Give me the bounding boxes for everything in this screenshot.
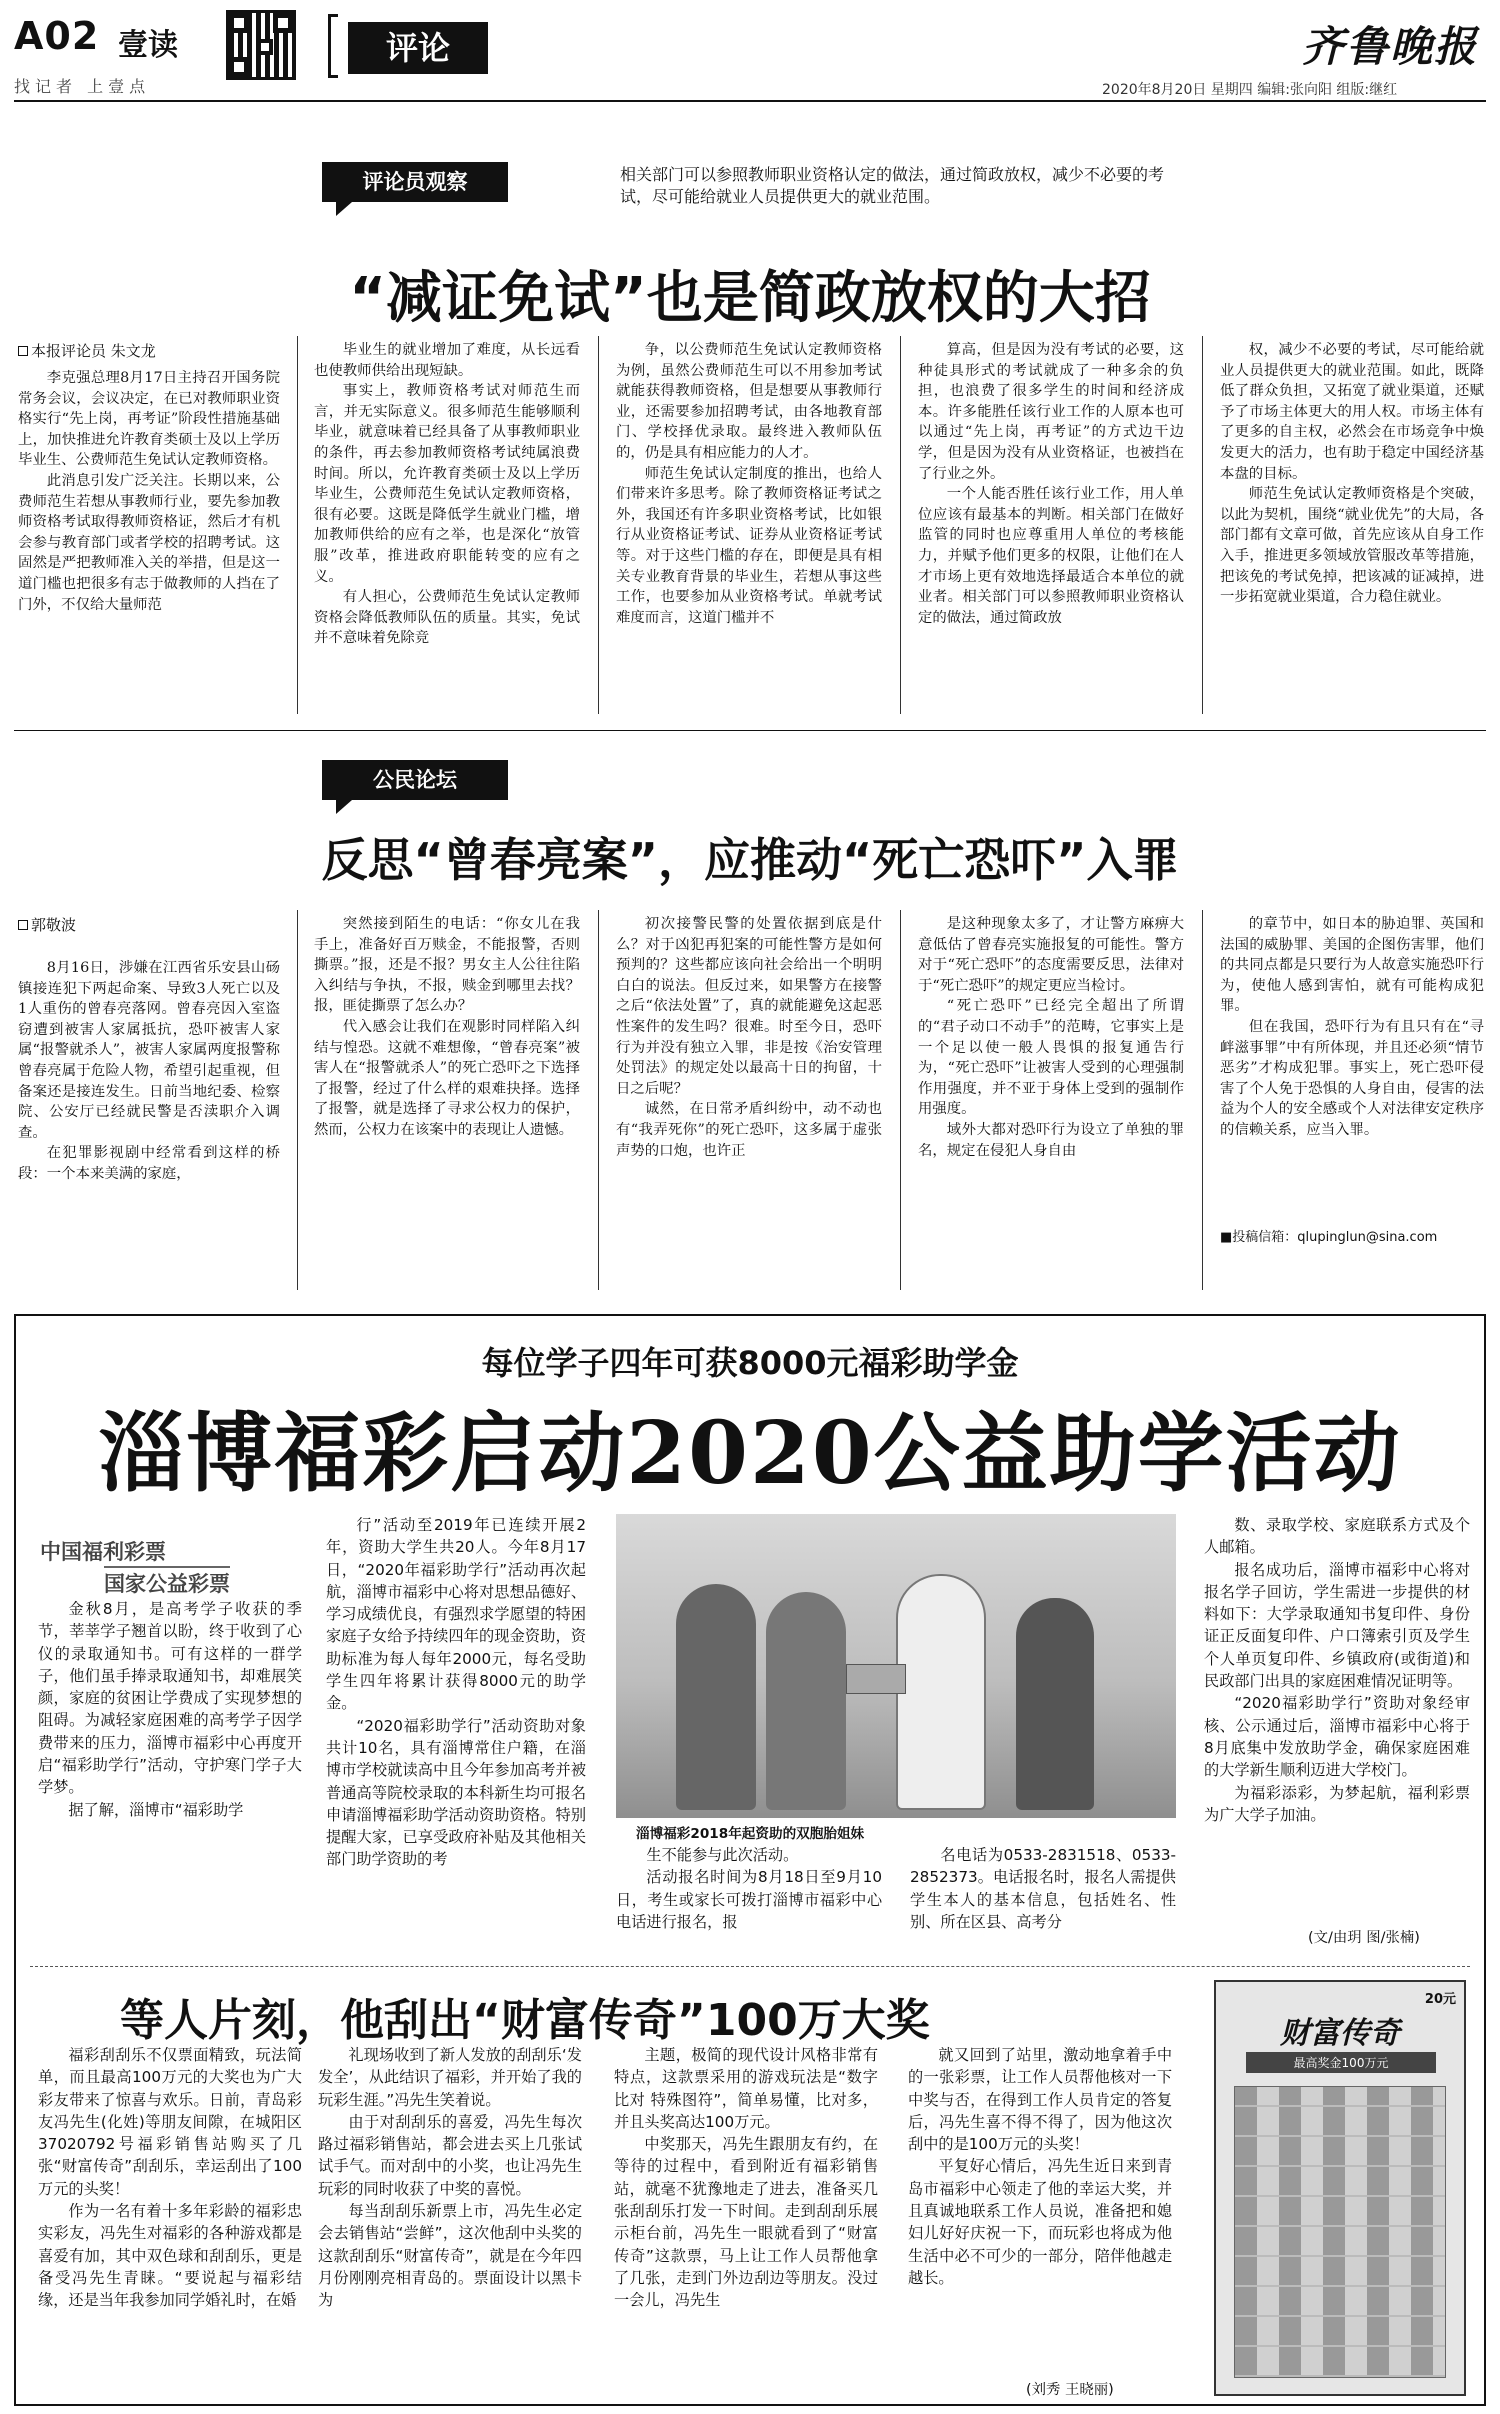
byline-marker [18, 346, 28, 356]
column-paragraph: 一个人能否胜任该行业工作，用人单位应该有最基本的判断。相关部门在做好监管的同时也应尊重用人单位的考核能力，并赋予他们更多的权限，让他们在人才市场上更有效地选择最适合本单位的就业者。相关部门可以参照教师职业资格认定的做法，通过简政放 [918, 486, 1184, 626]
column-paragraph: 活动报名时间为8月18日至9月10日，考生或家长可拨打淄博市福彩中心电话进行报名，报 [616, 1868, 882, 1931]
ad-column-1 [38, 1598, 302, 1952]
byline-text: 郭敬波 [31, 916, 77, 934]
column-paragraph: 有人担心，公费师范生免试认定教师资格会降低教师队伍的质量。其实，免试并不意味着免除竞 [314, 589, 580, 647]
section-name: 壹读 [118, 28, 178, 63]
ad-subtitle: 每位学子四年可获8000元福彩助学金 [481, 1344, 1019, 1382]
column-paragraph: 初次接警民警的处置依据到底是什么？对于凶犯再犯案的可能性警方是如何预判的？这些都应该向社会给出一个明明白白的说法。但反过来，如果警方在接警之后“依法处置”了，真的就能避免这起恶性案件的发生吗？很难。时至今日，恐吓行为并没有独立入罪，非是按《治安管理处罚法》的规定处以最高十日的拘留，十日之后呢？ [616, 916, 882, 1097]
byline-marker [18, 920, 28, 930]
ticket-title: 财富传奇 [1280, 2016, 1400, 2051]
article-column-5 [1220, 340, 1484, 714]
column-paragraph: 争，以公费师范生免试认定教师资格为例，虽然公费师范生可以不用参加考试就能获得教师资格，但是想要从事教师行业，还需要参加招聘考试，由各地教育部门、学校择优录取。最终进入教师队伍的，仍是具有相应能力的人才。 [616, 342, 882, 461]
column-paragraph: 由于对刮刮乐的喜爱，冯先生每次路过福彩销售站，都会进去买上几张试试手气。而对刮中的小奖，也让冯先生玩彩的同时收获了中奖的喜悦。 [318, 2112, 582, 2198]
slogan: 找记者 上壹点 [14, 77, 151, 96]
column-paragraph: 此消息引发广泛关注。长期以来，公费师范生若想从事教师行业，要先参加教师资格考试取得教师资格证，然后才有机会参与教育部门或者学校的招聘考试。这固然是严把教师准入关的举措，但是这一道门槛也把很多有志于做教师的人挡在了门外，不仅给大量师范 [18, 472, 280, 613]
column-paragraph: 师范生免试认定制度的推出，也给人们带来许多思考。除了教师资格证考试之外，我国还有许多职业资格考试，比如银行从业资格证考试、证券从业资格证考试等。对于这些门槛的存在，即便是具有相关专业教育背景的毕业生，若想从事这些工作，也要参加从业资格考试。单就考试难度而言，这道门槛并不 [616, 465, 882, 626]
ad-headline: 等人片刻，他刮出“财富传奇”100万大奖 [120, 1995, 930, 2046]
ad-divider [30, 1966, 1470, 1967]
ad-column-2 [326, 1514, 586, 1954]
article-column-2 [314, 340, 580, 714]
section-tab[interactable]: 评论 [348, 22, 488, 74]
article-column-2 [314, 914, 580, 1288]
column-paragraph: “2020福彩助学行”活动资助对象共计10名，具有淄博常住户籍，在淄博市学校就读高中且今年参加高考并被普通高等院校录取的本科新生均可报名申请淄博福彩助学活动资助资格。特别提醒大家，已享受政府补贴及其他相关部门助学资助的考 [326, 1716, 586, 1869]
photo-person [766, 1592, 846, 1810]
column-paragraph: 李克强总理8月17日主持召开国务院常务会议，会议决定，在已对教师职业资格实行“先上岗，再考证”阶段性措施基础上，加快推进允许教育类硕士及以上学历毕业生、公费师范生免试认定教师资格。 [18, 370, 280, 469]
article-column-5 [1220, 914, 1484, 1214]
column-paragraph: “死亡恐吓”已经完全超出了所谓的“君子动口不动手”的范畴，它事实上是一个足以使一般人畏惧的报复通告行为，“死亡恐吓”让被害人受到的心理强制作用强度，并不亚于身体上受到的强制作用强度。 [918, 998, 1184, 1118]
column-paragraph: 福彩刮刮乐不仅票面精致，玩法简单，而且最高100万元的大奖也为广大彩友带来了惊喜与欢乐。日前，青岛彩友冯先生(化姓)等朋友间隙，在城阳区37020792号福彩销售站购买了几张“财富传奇”刮刮乐，幸运刮出了100万元的头奖！ [38, 2046, 302, 2198]
section-rule [14, 730, 1486, 731]
column-paragraph: 名电话为0533-2831518、0533-2852373。电话报名时，报名人需提供学生本人的基本信息，包括姓名、性别、所在区县、高考分 [910, 1846, 1176, 1931]
ad-column-5 [1204, 1514, 1470, 1924]
ad-headline: 淄博福彩启动2020公益助学活动 [98, 1403, 1402, 1504]
column-paragraph: 师范生免试认定教师资格是个突破，以此为契机，围绕“就业优先”的大局，各部门都有文章可做，首先应该从自身工作入手，推进更多领域放管服改革等措施，把该免的考试免掉，把该减的证减掉，进一步拓宽就业渠道，合力稳住就业。 [1220, 486, 1484, 606]
ad-credit: (文/由玥 图/张楠) [1308, 1930, 1420, 1946]
photo-person [896, 1574, 986, 1810]
logo-line-2: 国家公益彩票 [104, 1566, 230, 1598]
submission-email[interactable]: ■投稿信箱：qlupinglun@sina.com [1220, 1230, 1438, 1245]
paper-logo: 齐鲁晚报 [1302, 22, 1479, 71]
ad-column-3 [616, 1844, 882, 1954]
column-paragraph: 中奖那天，冯先生跟朋友有约，在等待的过程中，看到附近有福彩销售站，就毫不犹豫地走了进去，准备买几张刮刮乐打发一下时间。走到刮刮乐展示柜台前，冯先生一眼就看到了“财富传奇”这款票，马上让工作人员帮他拿了几张，走到门外边刮边等朋友。没过一会儿，冯先生 [614, 2135, 878, 2310]
column-divider [297, 910, 298, 1290]
column-divider [1202, 910, 1203, 1290]
column-paragraph: 报名成功后，淄博市福彩中心将对报名学子回访，学生需进一步提供的材料如下：大学录取通知书复印件、身份证正反面复印件、户口簿索引页及学生个人单页复印件、乡镇政府(或街道)和民政部门出具的家庭困难情况证明等。 [1204, 1560, 1470, 1691]
column-paragraph: 毕业生的就业增加了难度，从长远看也使教师供给出现短缺。 [314, 342, 580, 379]
column-paragraph: 数、录取学校、家庭联系方式及个人邮箱。 [1204, 1516, 1470, 1557]
column-paragraph: 作为一名有着十多年彩龄的福彩忠实彩友，冯先生对福彩的各种游戏都是喜爱有加，其中双色球和刮刮乐，更是备受冯先生青睐。“要说起与福彩结缘，还是当年我参加同学婚礼时，在婚 [38, 2202, 302, 2310]
column-paragraph: 事实上，教师资格考试对师范生而言，并无实际意义。很多师范生能够顺利毕业，就意味着已经具备了从事教师职业的条件，再去参加教师资格考试纯属浪费时间。所以，允许教育类硕士及以上学历毕业生，公费师范生免试认定教师资格，很有必要。这既是降低学生就业门槛，增加教师供给的应有之举，也是深化“放管服”改革，推进政府职能转变的应有之义。 [314, 383, 580, 585]
column-divider [598, 910, 599, 1290]
photo-person [676, 1584, 756, 1810]
kicker-tag: 评论员观察 [322, 162, 508, 202]
byline-text: 本报评论员 朱文龙 [31, 342, 156, 360]
column-paragraph: 为福彩添彩，为梦起航，福利彩票为广大学子加油。 [1204, 1783, 1470, 1824]
column-paragraph: 域外大都对恐吓行为设立了单独的罪名，规定在侵犯人身自由 [918, 1121, 1184, 1159]
column-divider [900, 910, 901, 1290]
column-divider [1202, 336, 1203, 714]
column-paragraph: “2020福彩助学行”资助对象经审核、公示通过后，淄博市福彩中心将于8月底集中发放助学金，确保家庭困难的大学新生顺利迈进大学校门。 [1204, 1694, 1470, 1780]
column-paragraph: 金秋8月，是高考学子收获的季节，莘莘学子翘首以盼，终于收到了心仪的录取通知书。可有这样的一群学子，他们虽手捧录取通知书，却难展笑颜，家庭的贫困让学费成了实现梦想的阻碍。为减轻家庭困难的高考学子因学费带来的压力，淄博市福彩中心再度开启“福彩助学行”活动，守护寒门学子大学梦。 [38, 1600, 302, 1797]
column-paragraph: 生不能参与此次活动。 [646, 1846, 799, 1864]
date-line: 2020年8月20日 星期四 编辑:张向阳 组版:继红 [1102, 82, 1398, 98]
ticket-subtitle: 最高奖金100万元 [1246, 2052, 1436, 2073]
column-paragraph: 主题，极简的现代设计风格非常有特点，这款票采用的游戏玩法是“数字比对 特殊图符”，简单易懂，比对多，并且头奖高达100万元。 [614, 2046, 878, 2131]
news-photo [616, 1514, 1176, 1818]
ad-column-4 [908, 2044, 1172, 2374]
article-column-3 [616, 914, 882, 1288]
photo-caption: 淄博福彩2018年起资助的双胞胎姐妹 [636, 1826, 865, 1842]
column-paragraph: 的章节中，如日本的胁迫罪、英国和法国的威胁罪、美国的企图伤害罪，他们的共同点都是只要行为人故意实施恐吓行为，使他人感到害怕，就有可能构成犯罪。 [1220, 916, 1484, 1015]
column-divider [900, 336, 901, 714]
article-column-4 [918, 914, 1184, 1288]
column-paragraph: 行”活动至2019年已连续开展2年，资助大学生共20人。今年8月17日，“2020年福彩助学行”活动再次起航，淄博市福彩中心将对思想品德好、学习成绩优良，有强烈求学愿望的特困家庭子女给予持续四年的现金资助，资助标准为每人每年2000元，每名受助学生四年将累计获得8000元的助学金。 [326, 1516, 586, 1713]
column-paragraph: 在犯罪影视剧中经常看到这样的桥段：一个本来美满的家庭， [18, 1145, 280, 1182]
lottery-ticket-image [1214, 1980, 1466, 2396]
column-divider [598, 336, 599, 714]
column-paragraph: 代入感会让我们在观影时同样陷入纠结与惶恐。这就不难想像，“曾春亮案”被害人在“报警就杀人”的死亡恐吓之下选择了报警，经过了什么样的艰难抉择。选择了报警，就是选择了寻求公权力的保护，然而，公权力在该案中的表现让人遗憾。 [314, 1018, 580, 1138]
logo-line-1: 中国福利彩票 [40, 1540, 166, 1564]
photo-person [1016, 1598, 1094, 1810]
column-paragraph: 诚然，在日常矛盾纠纷中，动不动也有“我弄死你”的死亡恐吓，这多属于虚张声势的口炮，也许正 [616, 1101, 882, 1159]
column-paragraph: 权，减少不必要的考试，尽可能给就业人员提供更大的就业范围。如此，既降低了群众负担，又拓宽了就业渠道，还赋予了市场主体更大的用人权。市场主体有了更多的自主权，必然会在市场竞争中焕发更大的活力，也有助于稳定中国经济基本盘的目标。 [1220, 342, 1484, 482]
ad-column-4 [910, 1844, 1176, 1954]
photo-envelope [846, 1664, 906, 1694]
column-paragraph: 就又回到了站里，激动地拿着手中的一张彩票，让工作人员帮他核对一下中奖与否，在得到工作人员肯定的答复后，冯先生喜不得不得了，因为他这次刮中的是100万元的头奖！ [908, 2046, 1172, 2154]
byline [18, 914, 76, 935]
kicker-tag: 公民论坛 [322, 760, 508, 800]
ad-column-2 [318, 2044, 582, 2400]
article-column-4 [918, 340, 1184, 714]
article-column-3 [616, 340, 882, 714]
ticket-price: 20元 [1424, 1992, 1456, 2007]
column-paragraph: 但在我国，恐吓行为有且只有在“寻衅滋事罪”中有所体现，并且还必须“情节恶劣”才构成犯罪。事实上，死亡恐吓侵害了个人免于恐惧的人身自由，侵害的法益为个人的安全感或个人对法律安定秩序的信赖关系，应当入罪。 [1220, 1018, 1484, 1138]
article-headline: 反思“曾春亮案”，应推动“死亡恐吓”入罪 [321, 833, 1179, 887]
masthead-rule [14, 100, 1486, 102]
article-headline: “减证免试”也是简政放权的大招 [349, 266, 1151, 331]
article-deck: 相关部门可以参照教师职业资格认定的做法，通过简政放权，减少不必要的考试，尽可能给就业人员提供更大的就业范围。 [620, 165, 1165, 206]
section-tab-frame [328, 14, 338, 78]
column-paragraph: 突然接到陌生的电话：“你女儿在我手上，准备好百万赎金，不能报警，否则撕票。”报，还是不报？男女主人公往往陷入纠结与争执，不报，赎金到哪里去找？报，匪徒撕票了怎么办？ [314, 916, 580, 1015]
ad-column-3 [614, 2044, 878, 2400]
qr-code [226, 10, 296, 80]
article-column-1 [18, 368, 280, 714]
column-paragraph: 算高，但是因为没有考试的必要，这种徒具形式的考试就成了一种多余的负担，也浪费了很多学生的时间和经济成本。许多能胜任该行业工作的人原本也可以通过“先上岗，再考证”的方式边干边学，但是因为没有从业资格证，也被挡在了行业之外。 [918, 342, 1184, 482]
byline [18, 340, 156, 361]
column-divider [297, 336, 298, 714]
ad-column-1 [38, 2044, 302, 2400]
column-paragraph: 礼现场收到了新人发放的刮刮乐‘发发全’，从此结识了福彩，并开始了我的玩彩生涯。”冯先生笑着说。 [318, 2046, 582, 2109]
column-paragraph: 每当刮刮乐新票上市，冯先生必定会去销售站“尝鲜”，这次他刮中头奖的这款刮刮乐“财富传奇”，就是在今年四月份刚刚亮相青岛的。票面设计以黑卡为 [318, 2202, 582, 2310]
column-paragraph: 平复好心情后，冯先生近日来到青岛市福彩中心领走了他的幸运大奖，并且真诚地联系工作人员说，准备把和媳妇儿好好庆祝一下，而玩彩也将成为他生活中必不可少的一部分，陪伴他越走越长。 [908, 2157, 1172, 2287]
welfare-lottery-logo [40, 1536, 290, 1596]
article-column-1 [18, 958, 280, 1288]
page-number: A02 [14, 14, 100, 58]
ticket-scratch-area [1234, 2086, 1446, 2378]
column-paragraph: 据了解，淄博市“福彩助学 [68, 1800, 244, 1819]
column-paragraph: 是这种现象太多了，才让警方麻痹大意低估了曾春亮实施报复的可能性。警方对于“死亡恐吓”的态度需要反思，法律对于“死亡恐吓”的规定更应当检讨。 [918, 916, 1184, 994]
column-paragraph: 8月16日，涉嫌在江西省乐安县山砀镇接连犯下两起命案、导致3人死亡以及1人重伤的曾春亮落网。曾春亮因入室盗窃遭到被害人家属抵抗，恐吓被害人家属“报警就杀人”，被害人家属两度报警称曾春亮属于危险人物，希望引起重视，但备案还是接连发生。日前当地纪委、检察院、公安厅已经就民警是否渎职介入调查。 [18, 960, 280, 1141]
ad-credit: (刘秀 王晓丽) [1026, 2382, 1114, 2398]
